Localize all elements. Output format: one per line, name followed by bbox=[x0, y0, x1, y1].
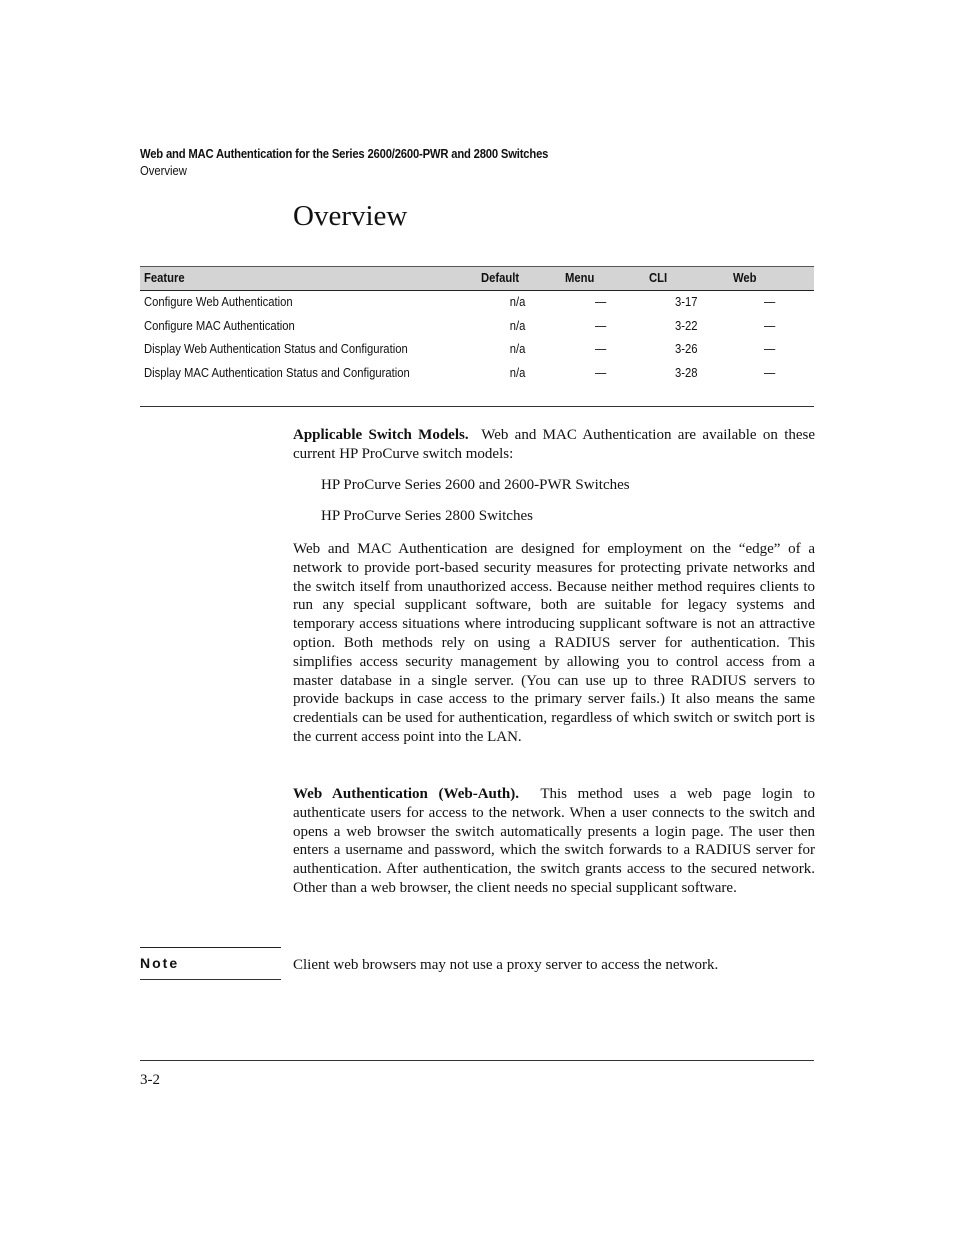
model-item: HP ProCurve Series 2800 Switches bbox=[321, 508, 533, 524]
applicable-models-text: Web and MAC Authentication are available on these current HP ProCurve switch models: bbox=[293, 427, 816, 462]
page-number: 3-2 bbox=[140, 1072, 160, 1088]
cell-default: n/a bbox=[509, 318, 526, 333]
table-row bbox=[140, 362, 814, 386]
cell-cli: 3-22 bbox=[675, 318, 698, 333]
page-title: Overview bbox=[293, 200, 408, 232]
cell-feature: Display Web Authentication Status and Configuration bbox=[144, 342, 408, 356]
table-row bbox=[140, 338, 814, 362]
cell-feature: Configure MAC Authentication bbox=[144, 318, 295, 333]
cell-menu: — bbox=[595, 295, 607, 309]
cell-menu: — bbox=[595, 365, 607, 380]
table-row bbox=[140, 291, 814, 315]
applicable-models-paragraph bbox=[293, 426, 815, 464]
web-auth-paragraph bbox=[293, 785, 815, 898]
cell-cli: 3-28 bbox=[675, 365, 698, 380]
cell-web: — bbox=[764, 295, 776, 309]
running-header-title: Web and MAC Authentication for the Series 2600/2600-PWR and 2800 Switches bbox=[140, 147, 549, 161]
web-auth-heading: Web Authentication (Web-Auth). bbox=[293, 786, 519, 802]
applicable-models-heading: Applicable Switch Models. bbox=[293, 427, 469, 443]
column-header-cli: CLI bbox=[649, 271, 668, 285]
cell-cli: 3-17 bbox=[675, 295, 698, 309]
cell-feature: Configure Web Authentication bbox=[144, 295, 293, 309]
note-bottom-rule bbox=[140, 979, 281, 980]
table-header-row bbox=[140, 266, 814, 291]
web-auth-text: This method uses a web page login to authenticate users for access to the network. When a user connects to the switch and opens a web browser the switch automatically presents a login page. The user then enters a username and password, which the switch forwards to a RADIUS server for authentication. After authentication, the switch grants access to the secured network. Other than a web browser, the client needs no special supplicant software. bbox=[293, 786, 815, 896]
note-label: Note bbox=[140, 955, 180, 971]
intro-paragraph: Web and MAC Authentication are designed for employment on the “edge” of a network to provide port-based security measures for protecting private networks and the switch itself from unauthorized access. Because neither method requires clients to run any special supplicant software, both are suitable for legacy systems and temporary access situations where introducing supplicant software is not an attractive option. Both methods rely on using a RADIUS server for authentication. This simplifies access security management by allowing you to control access from a master database in a single server. (You can use up to three RADIUS servers to provide backups in case access to the primary server fails.) It also means the same credentials can be used for authentication, regardless of which switch or switch port is the current access point into the LAN. bbox=[293, 541, 815, 745]
note-top-rule bbox=[140, 947, 281, 948]
column-header-default: Default bbox=[481, 271, 520, 285]
cell-default: n/a bbox=[509, 295, 526, 309]
footer-rule bbox=[140, 1060, 814, 1061]
cell-default: n/a bbox=[509, 365, 526, 380]
cell-cli: 3-26 bbox=[675, 342, 698, 356]
cell-feature: Display MAC Authentication Status and Configuration bbox=[144, 365, 410, 380]
cell-web: — bbox=[764, 318, 776, 333]
note-text: Client web browsers may not use a proxy server to access the network. bbox=[293, 957, 719, 973]
feature-table bbox=[140, 266, 814, 385]
table-bottom-rule bbox=[140, 406, 814, 407]
cell-web: — bbox=[764, 342, 776, 356]
model-item: HP ProCurve Series 2600 and 2600-PWR Switches bbox=[321, 477, 630, 493]
cell-web: — bbox=[764, 365, 776, 380]
running-header-section: Overview bbox=[140, 164, 187, 178]
table-row bbox=[140, 315, 814, 339]
column-header-feature: Feature bbox=[144, 271, 185, 285]
column-header-menu: Menu bbox=[565, 271, 595, 285]
cell-menu: — bbox=[595, 342, 607, 356]
column-header-web: Web bbox=[733, 271, 757, 285]
cell-default: n/a bbox=[509, 342, 526, 356]
cell-menu: — bbox=[595, 318, 607, 333]
table-body bbox=[140, 291, 814, 385]
